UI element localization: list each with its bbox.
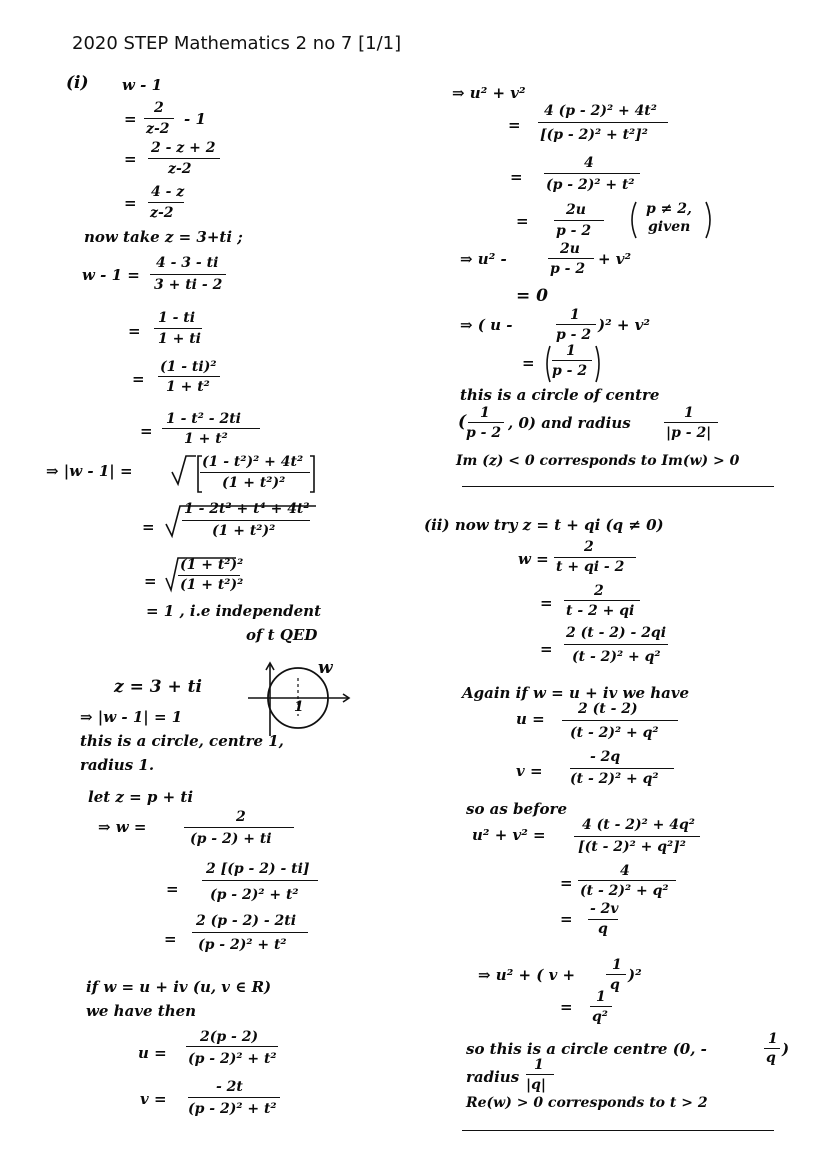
fraction-bar [578, 880, 676, 881]
equation-term: )² [628, 966, 642, 984]
fraction-denominator: q [610, 977, 620, 993]
fraction-denominator: p - 2 [552, 363, 588, 379]
fraction-denominator: p - 2 [556, 223, 592, 239]
text-line: we have then [86, 1002, 197, 1020]
fraction-denominator: (p - 2)² + t² [210, 887, 299, 903]
part-i-label: (i) [66, 73, 89, 93]
fraction-bar [178, 575, 240, 576]
fraction-numerator: 4 (p - 2)² + 4t² [544, 103, 657, 119]
text-line: let z = p + ti [88, 788, 194, 806]
fraction-numerator: (1 - ti)² [160, 359, 217, 375]
eq-sign: = [516, 212, 529, 230]
fraction-bar [526, 1074, 554, 1075]
eq-sign: = [140, 422, 153, 440]
eq-sign: = [164, 930, 177, 948]
fraction-bar [564, 644, 668, 645]
fraction-denominator: (t - 2)² + q² [572, 649, 661, 665]
fraction-numerator: 4 - z [151, 184, 185, 200]
fraction-numerator: 1 [684, 405, 694, 421]
eq-sign: = [560, 874, 573, 892]
fraction-numerator: 2 [584, 539, 594, 555]
text-line: radius [466, 1068, 520, 1086]
text-line: = 0 [516, 286, 548, 306]
fraction-numerator: - 2v [590, 901, 619, 917]
fraction-numerator: 4 [620, 863, 630, 879]
fraction-denominator: (p - 2)² + t² [546, 177, 635, 193]
fraction-bar [148, 202, 184, 203]
fraction-bar [548, 258, 594, 259]
fraction-bar [764, 1048, 780, 1049]
fraction-denominator: z-2 [146, 121, 170, 137]
fraction-numerator: 2u [560, 241, 580, 257]
section-divider [462, 486, 774, 487]
equation-lhs: ⇒ |w - 1| = [46, 462, 133, 480]
fraction-numerator: (1 + t²)² [180, 557, 244, 573]
fraction-denominator: (1 + t²)² [212, 523, 276, 539]
fraction-numerator: 1 [596, 989, 606, 1005]
fraction-bar [570, 768, 674, 769]
fraction-numerator: 2 [594, 583, 604, 599]
equation-lhs: v = [516, 762, 543, 780]
fraction-bar [554, 220, 604, 221]
fraction-numerator: 2 (t - 2) [578, 701, 638, 717]
fraction-bar [564, 600, 640, 601]
fraction-denominator: 1 + t² [184, 431, 228, 447]
fraction-denominator: t - 2 + qi [566, 603, 635, 619]
fraction-denominator: p - 2 [466, 425, 502, 441]
fraction-denominator: p - 2 [550, 261, 586, 277]
fraction-numerator: 2(p - 2) [200, 1029, 259, 1045]
fraction-denominator: |p - 2| [666, 425, 712, 441]
text-line: radius 1. [80, 756, 155, 774]
fraction-bar [200, 472, 310, 473]
fraction-numerator: 1 [612, 957, 622, 973]
fraction-bar [188, 1097, 280, 1098]
text-line: ⇒ |w - 1| = 1 [80, 708, 183, 726]
fraction-numerator: 2 (t - 2) - 2qi [566, 625, 667, 641]
fraction-numerator: 2 [154, 100, 164, 116]
text-line: so this is a circle centre (0, - [466, 1040, 707, 1058]
eq-sign: = [128, 322, 141, 340]
fraction-bar [552, 360, 592, 361]
fraction-numerator: 2 (p - 2) - 2ti [196, 913, 297, 929]
fraction-bar [664, 422, 718, 423]
fraction-bar [554, 557, 636, 558]
equation-term: )² + v² [598, 316, 650, 334]
text-line: ⇒ u² + v² [452, 84, 526, 102]
fraction-bar [538, 122, 668, 123]
eq-sign: = [540, 640, 553, 658]
eq-sign: = [560, 998, 573, 1016]
eq-sign: = [124, 150, 137, 168]
fraction-bar [148, 158, 220, 159]
eq-sign: = [124, 194, 137, 212]
fraction-denominator: 1 + ti [158, 331, 202, 347]
fraction-bar [562, 720, 678, 721]
fraction-numerator: 4 (t - 2)² + 4q² [582, 817, 695, 833]
fraction-numerator: 2 [236, 809, 246, 825]
fraction-denominator: (1 + t²)² [180, 577, 244, 593]
text-line: if w = u + iv (u, v ∈ R) [86, 978, 272, 996]
fraction-numerator: 1 - t² - 2ti [166, 411, 241, 427]
fraction-denominator: (1 + t²)² [222, 475, 286, 491]
fraction-bar [202, 880, 318, 881]
equation-lhs: w = [518, 550, 549, 568]
fraction-denominator: t + qi - 2 [556, 559, 625, 575]
w-plane-label: w [318, 658, 333, 678]
equation-term: + v² [598, 250, 632, 268]
fraction-bar [556, 324, 596, 325]
text-token: ( [458, 412, 467, 432]
text-line: , 0) and radius [508, 414, 631, 432]
eq-sign: = [132, 370, 145, 388]
fraction-numerator: - 2t [216, 1079, 243, 1095]
fraction-bar [186, 1046, 278, 1047]
fraction-denominator: (t - 2)² + q² [570, 725, 659, 741]
circle-centre-label: 1 [294, 699, 304, 715]
fraction-denominator: q [598, 921, 608, 937]
text-line: Re(w) > 0 corresponds to t > 2 [466, 1095, 708, 1111]
fraction-denominator: q² [592, 1009, 608, 1025]
fraction-numerator: (1 - t²)² + 4t² [202, 454, 304, 470]
fraction-bar [606, 974, 626, 975]
fraction-denominator: z-2 [150, 205, 174, 221]
fraction-numerator: 1 [534, 1057, 544, 1073]
eq-sign: = [560, 910, 573, 928]
text-line: z = 3 + ti [114, 677, 202, 697]
fraction-numerator: 1 [480, 405, 490, 421]
equation-lhs: u = [516, 710, 545, 728]
fraction-numerator: 1 [570, 307, 580, 323]
fraction-bar [162, 428, 260, 429]
fraction-numerator: 1 - ti [158, 310, 196, 326]
equation-lhs: u = [138, 1044, 167, 1062]
page-title: 2020 STEP Mathematics 2 no 7 [1/1] [72, 33, 402, 54]
fraction-bar [184, 827, 294, 828]
equation-lhs: ⇒ ( u - [460, 316, 513, 334]
fraction-denominator: (t - 2)² + q² [570, 771, 659, 787]
equation-lhs: ⇒ w = [98, 818, 147, 836]
note-line: p ≠ 2, [646, 201, 692, 217]
text-line: now take z = 3+ti ; [84, 228, 243, 246]
fraction-bar [574, 836, 700, 837]
eq-sign: = [142, 518, 155, 536]
eq-sign: = [124, 110, 137, 128]
fraction-bar [192, 932, 308, 933]
text-line: = 1 , i.e independent [146, 602, 322, 620]
text-line: this is a circle of centre [460, 386, 660, 404]
fraction-denominator: (p - 2) + ti [190, 831, 272, 847]
fraction-denominator: 1 + t² [166, 379, 210, 395]
fraction-bar [144, 118, 174, 119]
fraction-denominator: (p - 2)² + t² [188, 1051, 277, 1067]
fraction-denominator: (p - 2)² + t² [198, 937, 287, 953]
eq-sign: = [508, 116, 521, 134]
eq-sign: = [510, 168, 523, 186]
fraction-bar [150, 274, 226, 275]
text-token: ) [782, 1040, 790, 1058]
fraction-numerator: 1 [566, 343, 576, 359]
eq-sign: = [540, 594, 553, 612]
fraction-bar [158, 376, 220, 377]
eq-sign: = [144, 572, 157, 590]
fraction-numerator: 2u [566, 202, 586, 218]
equation-lhs: ⇒ u² - [460, 250, 507, 268]
text-line: Im (z) < 0 corresponds to Im(w) > 0 [456, 453, 740, 469]
fraction-denominator: p - 2 [556, 327, 592, 343]
section-divider [462, 1130, 774, 1131]
eq-sign: = [522, 354, 535, 372]
text-line: of t QED [246, 626, 318, 644]
equation-lhs: ⇒ u² + ( v + [478, 966, 576, 984]
fraction-denominator: z-2 [168, 161, 192, 177]
text-line: Again if w = u + iv we have [462, 684, 690, 702]
fraction-numerator: 1 [768, 1031, 778, 1047]
fraction-numerator: 4 - 3 - ti [156, 255, 219, 271]
equation-term: - 1 [184, 110, 206, 128]
note-line: given [648, 219, 691, 235]
part-ii-heading: (ii) now try z = t + qi (q ≠ 0) [424, 516, 664, 534]
fraction-bar [154, 328, 202, 329]
text-line: this is a circle, centre 1, [80, 732, 284, 750]
fraction-denominator: (p - 2)² + t² [188, 1101, 277, 1117]
equation-lhs: v = [140, 1090, 167, 1108]
fraction-numerator: 4 [584, 155, 594, 171]
fraction-bar [182, 520, 310, 521]
fraction-denominator: [(t - 2)² + q²]² [578, 839, 686, 855]
fraction-denominator: 3 + ti - 2 [154, 277, 223, 293]
fraction-numerator: 1 - 2t² + t⁴ + 4t² [184, 501, 310, 517]
fraction-denominator: [(p - 2)² + t²]² [540, 127, 648, 143]
fraction-bar [588, 919, 618, 920]
fraction-denominator: |q| [526, 1077, 546, 1093]
fraction-bar [590, 1006, 612, 1007]
text-line: so as before [466, 800, 567, 818]
fraction-numerator: 2 - z + 2 [151, 140, 216, 156]
equation-lhs: w - 1 = [82, 266, 140, 284]
fraction-denominator: (t - 2)² + q² [580, 883, 669, 899]
fraction-numerator: - 2q [590, 749, 621, 765]
line-w-minus-1: w - 1 [122, 76, 163, 94]
fraction-denominator: q [766, 1050, 776, 1066]
fraction-bar [544, 173, 640, 174]
fraction-bar [468, 422, 504, 423]
equation-lhs: u² + v² = [472, 826, 546, 844]
eq-sign: = [166, 880, 179, 898]
fraction-numerator: 2 [(p - 2) - ti] [206, 861, 310, 877]
